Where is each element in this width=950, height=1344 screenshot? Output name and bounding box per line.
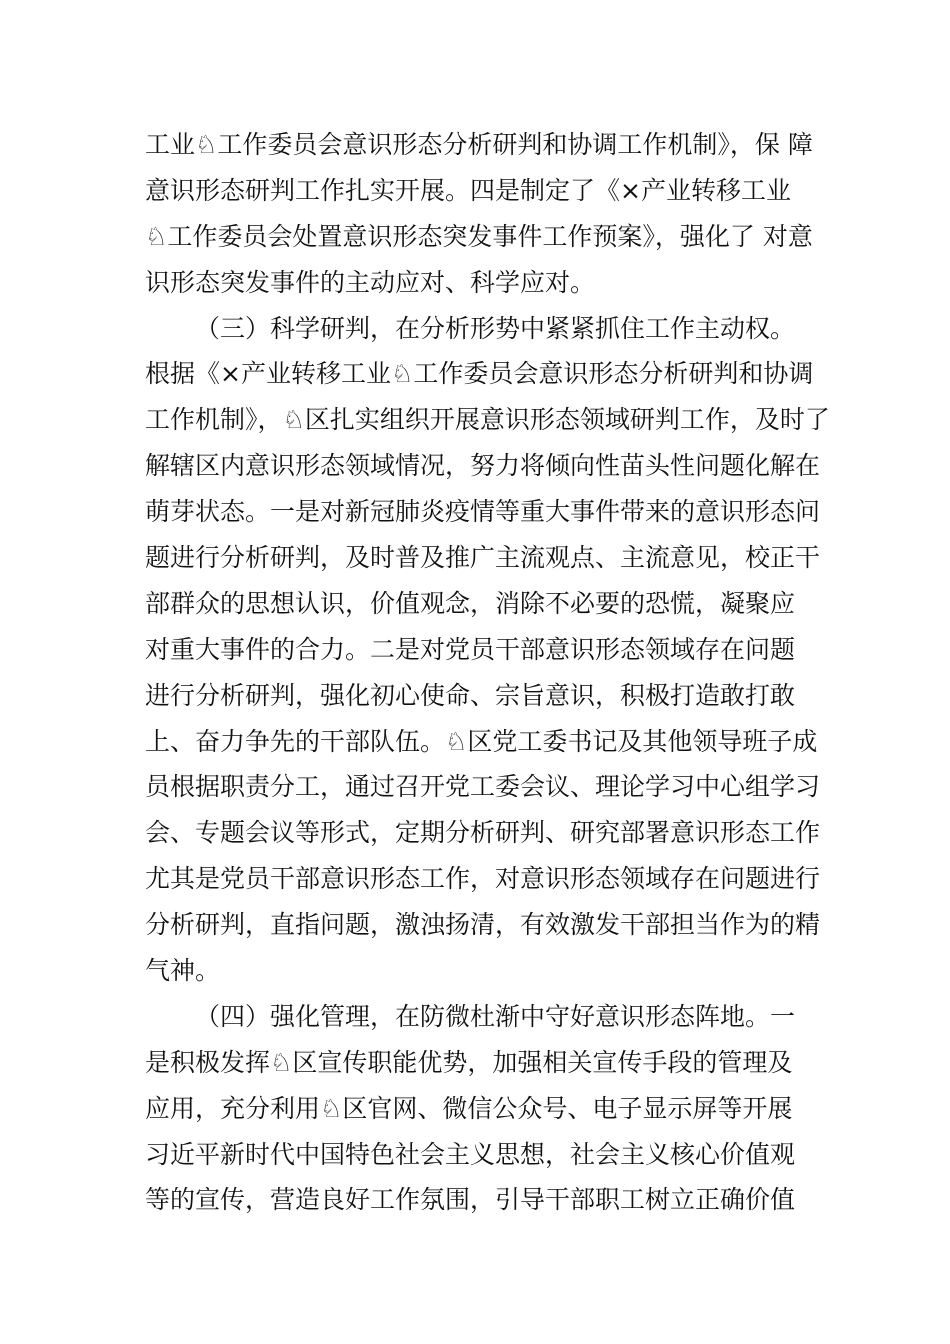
text-line: 对重大事件的合力。二是对党员干部意识形态领域存在问题 bbox=[145, 634, 796, 664]
text-line: 应用，充分利用♘区官网、微信公众号、电子显示屏等开展 bbox=[145, 1093, 793, 1123]
text-line: 等的宣传，营造良好工作氛围，引导干部职工树立正确价值 bbox=[145, 1185, 796, 1215]
text-line: 解辖区内意识形态领域情况，努力将倾向性苗头性问题化解在 bbox=[145, 451, 821, 481]
text-line: 尤其是党员干部意识形态工作，对意识形态领域存在问题进行 bbox=[145, 864, 821, 894]
text-line: 会、专题会议等形式，定期分析研判、研究部署意识形态工作 bbox=[145, 818, 821, 848]
text-line: 气神。 bbox=[145, 956, 221, 986]
text-line: 分析研判，直指问题，激浊扬清，有效激发干部担当作为的精 bbox=[145, 910, 821, 940]
section-heading-3: （三）科学研判，在分析形势中紧紧抓住工作主动权。 bbox=[195, 313, 796, 343]
section-heading-4: （四）强化管理，在防微杜渐中守好意识形态阵地。一 bbox=[195, 1001, 796, 1031]
body-text bbox=[145, 122, 830, 1223]
text-line: 部群众的思想认识，价值观念，消除不必要的恐慌，凝聚应 bbox=[145, 588, 796, 618]
text-line: 员根据职责分工，通过召开党工委会议、理论学习中心组学习 bbox=[145, 772, 821, 802]
text-line: 是积极发挥♘区宣传职能优势，加强相关宣传手段的管理及 bbox=[145, 1047, 793, 1077]
text-line: 工业♘工作委员会意识形态分析研判和协调工作机制》，保 障 bbox=[145, 130, 813, 159]
text-line: ♘工作委员会处置意识形态突发事件工作预案》，强化了 对意 bbox=[145, 221, 813, 251]
text-line: 意识形态研判工作扎实开展。四是制定了《×产业转移工业 bbox=[145, 175, 791, 205]
text-line: 萌芽状态。一是对新冠肺炎疫情等重大事件带来的意识形态问 bbox=[145, 497, 821, 527]
text-line: 进行分析研判，强化初心使命、宗旨意识，积极打造敢打敢 bbox=[145, 680, 796, 710]
text-line: 上、奋力争先的干部队伍。♘区党工委书记及其他领导班子成 bbox=[145, 726, 818, 756]
text-line: 习近平新时代中国特色社会主义思想，社会主义核心价值观 bbox=[145, 1139, 796, 1169]
text-line: 题进行分析研判，及时普及推广主流观点、主流意见，校正干 bbox=[145, 543, 821, 573]
text-line: 根据《×产业转移工业♘工作委员会意识形态分析研判和协调 bbox=[145, 359, 814, 389]
text-line: 工作机制》，♘区扎实组织开展意识形态领域研判工作，及时了 bbox=[145, 405, 830, 435]
text-line: 识形态突发事件的主动应对、科学应对。 bbox=[145, 267, 596, 297]
